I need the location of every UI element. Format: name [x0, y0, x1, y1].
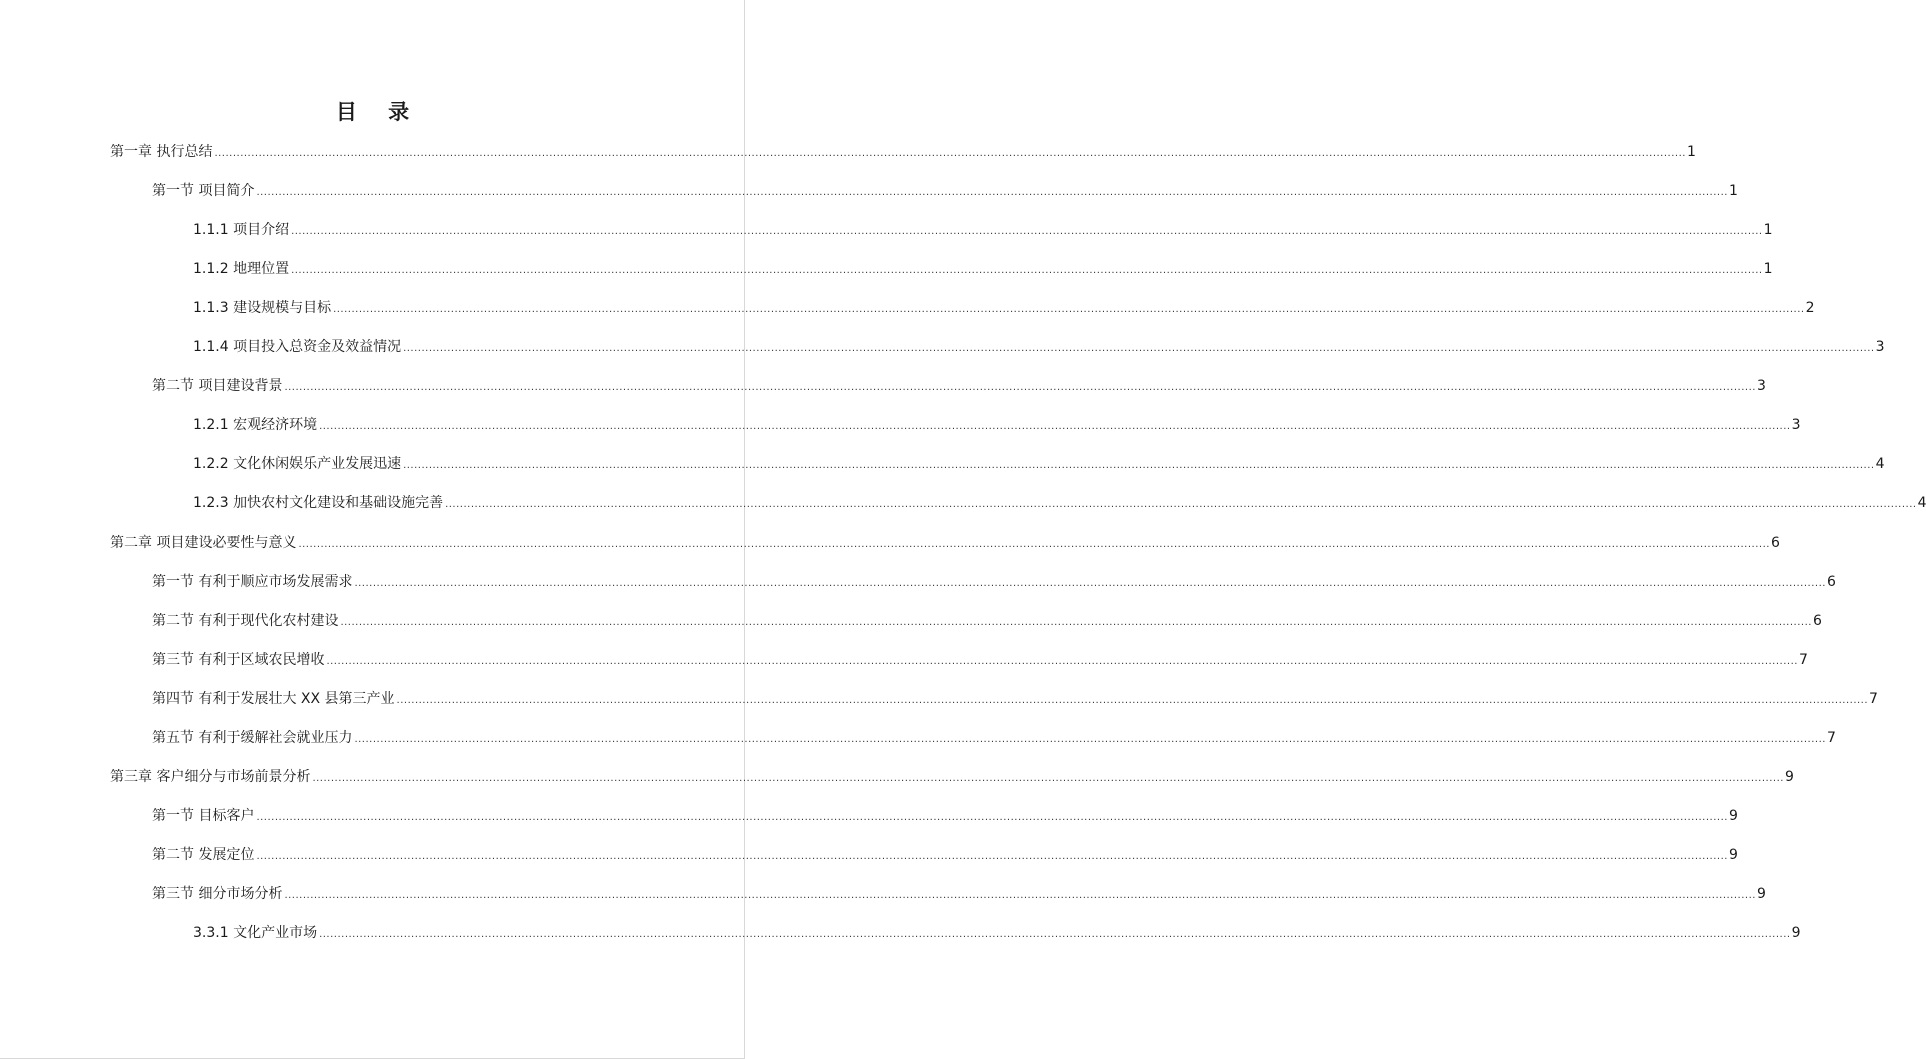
toc-dot-leader: ................................................................................................................................................................................................................................................................................................................................................................................................................ — [445, 499, 1917, 510]
toc-entry-level-3[interactable] — [193, 922, 1801, 944]
toc-entry-level-2[interactable] — [152, 805, 1738, 827]
toc-entry-level-2[interactable] — [152, 688, 1878, 710]
toc-entry-level-3[interactable] — [193, 258, 1773, 280]
toc-entry-level-2[interactable] — [152, 180, 1738, 202]
toc-entry-page-number: 9 — [1791, 925, 1801, 941]
toc-entry-text: 1.1.2 地理位置 — [193, 261, 290, 277]
toc-entry-page-number: 7 — [1826, 730, 1836, 746]
toc-entry-page-number: 6 — [1812, 613, 1822, 629]
toc-dot-leader: ................................................................................................................................................................................................................................................................................................................................................................................................................ — [284, 890, 1756, 901]
toc-entry-page-number: 9 — [1784, 769, 1794, 785]
toc-dot-leader: ................................................................................................................................................................................................................................................................................................................................................................................................................ — [403, 460, 1875, 471]
toc-dot-leader: ................................................................................................................................................................................................................................................................................................................................................................................................................ — [291, 226, 1763, 237]
toc-entry-page-number: 9 — [1756, 886, 1766, 902]
toc-dot-leader: ................................................................................................................................................................................................................................................................................................................................................................................................................ — [298, 539, 1770, 550]
toc-entry-text: 1.1.1 项目介绍 — [193, 222, 290, 238]
toc-entry-page-number: 9 — [1728, 808, 1738, 824]
toc-entry-page-number: 1 — [1763, 222, 1773, 238]
toc-entry-text: 第五节 有利于缓解社会就业压力 — [152, 730, 353, 746]
toc-entry-level-3[interactable] — [193, 336, 1885, 358]
toc-entry-level-1[interactable] — [110, 532, 1780, 554]
toc-entry-page-number: 3 — [1756, 378, 1766, 394]
toc-entry-text: 1.2.1 宏观经济环境 — [193, 417, 318, 433]
toc-entry-text: 第一节 有利于顺应市场发展需求 — [152, 574, 353, 590]
toc-entry-text: 第二节 有利于现代化农村建设 — [152, 613, 339, 629]
toc-entry-level-2[interactable] — [152, 571, 1836, 593]
toc-entry-level-3[interactable] — [193, 453, 1885, 475]
toc-entry-text: 1.2.2 文化休闲娱乐产业发展迅速 — [193, 456, 402, 472]
toc-entry-page-number: 4 — [1875, 456, 1885, 472]
toc-dot-leader: ................................................................................................................................................................................................................................................................................................................................................................................................................ — [284, 382, 1756, 393]
toc-entry-page-number: 7 — [1869, 691, 1878, 707]
toc-dot-leader: ................................................................................................................................................................................................................................................................................................................................................................................................................ — [403, 343, 1875, 354]
toc-dot-leader: ................................................................................................................................................................................................................................................................................................................................................................................................................ — [326, 656, 1798, 667]
toc-entry-text: 1.1.4 项目投入总资金及效益情况 — [193, 339, 402, 355]
toc-entry-level-3[interactable] — [193, 492, 1926, 514]
toc-entry-level-3[interactable] — [193, 219, 1773, 241]
toc-dot-leader: ................................................................................................................................................................................................................................................................................................................................................................................................................ — [291, 265, 1763, 276]
toc-dot-leader: ................................................................................................................................................................................................................................................................................................................................................................................................................ — [319, 929, 1791, 940]
toc-entry-text: 1.1.3 建设规模与目标 — [193, 300, 332, 316]
toc-entry-page-number: 2 — [1805, 300, 1815, 316]
toc-dot-leader: ................................................................................................................................................................................................................................................................................................................................................................................................................ — [256, 812, 1728, 823]
toc-entry-text: 第三节 有利于区域农民增收 — [152, 652, 325, 668]
toc-entry-page-number: 7 — [1798, 652, 1808, 668]
toc-entry-level-3[interactable] — [193, 414, 1801, 436]
toc-entry-text: 3.3.1 文化产业市场 — [193, 925, 318, 941]
toc-entry-page-number: 3 — [1791, 417, 1801, 433]
toc-entry-page-number: 4 — [1917, 495, 1926, 511]
toc-entry-level-2[interactable] — [152, 727, 1836, 749]
toc-entry-text: 第二节 项目建设背景 — [152, 378, 283, 394]
toc-entry-text: 第一章 执行总结 — [110, 144, 213, 160]
toc-dot-leader: ................................................................................................................................................................................................................................................................................................................................................................................................................ — [354, 578, 1826, 589]
toc-entry-level-2[interactable] — [152, 883, 1766, 905]
toc-entry-page-number: 1 — [1728, 183, 1738, 199]
toc-dot-leader: ................................................................................................................................................................................................................................................................................................................................................................................................................ — [354, 734, 1826, 745]
toc-entry-level-1[interactable] — [110, 766, 1794, 788]
toc-entry-text: 第四节 有利于发展壮大 XX 县第三产业 — [152, 691, 395, 707]
toc-dot-leader: ................................................................................................................................................................................................................................................................................................................................................................................................................ — [340, 617, 1812, 628]
toc-dot-leader: ................................................................................................................................................................................................................................................................................................................................................................................................................ — [396, 695, 1869, 706]
toc-entry-text: 1.2.3 加快农村文化建设和基础设施完善 — [193, 495, 444, 511]
toc-entry-page-number: 6 — [1826, 574, 1836, 590]
toc-entry-level-2[interactable] — [152, 375, 1766, 397]
toc-dot-leader: ................................................................................................................................................................................................................................................................................................................................................................................................................ — [256, 187, 1728, 198]
toc-entry-level-1[interactable] — [110, 141, 1696, 163]
toc-dot-leader: ................................................................................................................................................................................................................................................................................................................................................................................................................ — [256, 851, 1728, 862]
toc-entry-page-number: 1 — [1763, 261, 1773, 277]
toc-dot-leader: ................................................................................................................................................................................................................................................................................................................................................................................................................ — [214, 148, 1686, 159]
toc-entry-level-2[interactable] — [152, 610, 1822, 632]
toc-entry-text: 第二章 项目建设必要性与意义 — [110, 535, 297, 551]
toc-entry-level-3[interactable] — [193, 297, 1815, 319]
toc-entry-text: 第三章 客户细分与市场前景分析 — [110, 769, 311, 785]
toc-entry-text: 第二节 发展定位 — [152, 847, 255, 863]
toc-entry-level-2[interactable] — [152, 649, 1808, 671]
toc-entry-page-number: 6 — [1770, 535, 1780, 551]
toc-entry-text: 第一节 项目简介 — [152, 183, 255, 199]
toc-entry-page-number: 1 — [1686, 144, 1696, 160]
toc-title: 目 录 — [335, 100, 422, 124]
toc-dot-leader: ................................................................................................................................................................................................................................................................................................................................................................................................................ — [319, 421, 1791, 432]
toc-entry-level-2[interactable] — [152, 844, 1738, 866]
toc-entry-page-number: 3 — [1875, 339, 1885, 355]
toc-entry-text: 第一节 目标客户 — [152, 808, 255, 824]
toc-entry-page-number: 9 — [1728, 847, 1738, 863]
toc-dot-leader: ................................................................................................................................................................................................................................................................................................................................................................................................................ — [312, 773, 1784, 784]
toc-dot-leader: ................................................................................................................................................................................................................................................................................................................................................................................................................ — [333, 304, 1805, 315]
toc-entry-text: 第三节 细分市场分析 — [152, 886, 283, 902]
